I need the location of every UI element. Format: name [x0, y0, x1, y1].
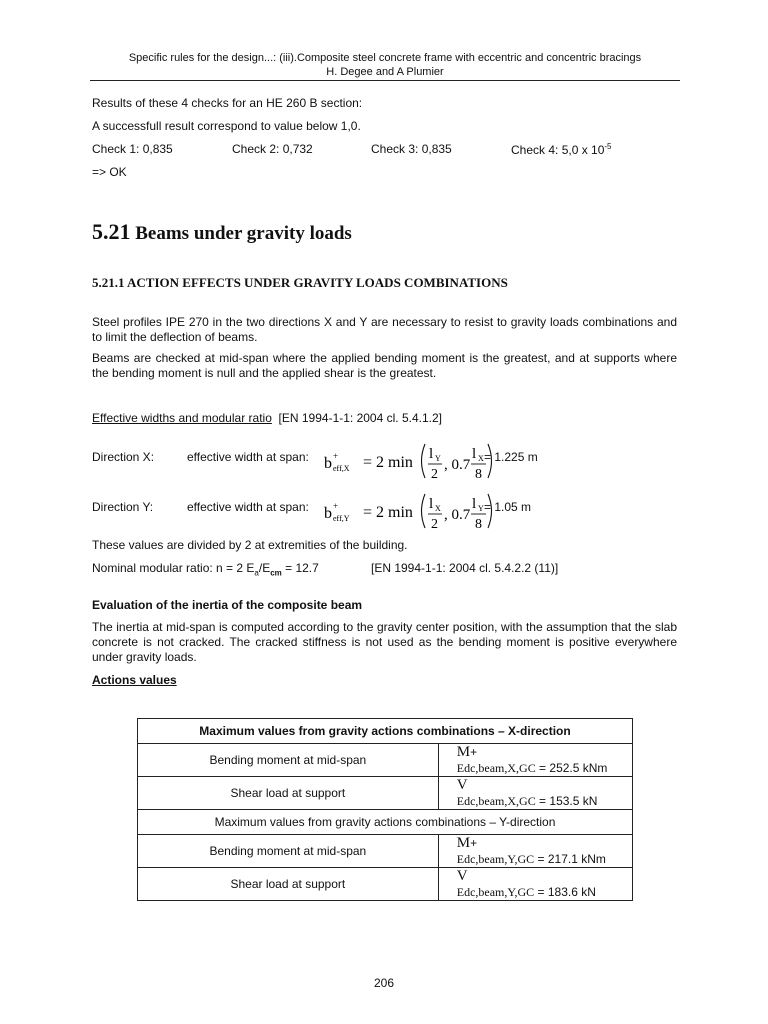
table-row	[138, 868, 633, 901]
symbol: M	[456, 744, 471, 760]
row-value-cell	[438, 777, 632, 810]
page-number: 206	[373, 976, 395, 990]
equation-row-y	[92, 486, 677, 536]
header-title: Specific rules for the design...: (iii).Composite steel concrete frame with eccentric and concentric bracings	[128, 52, 642, 64]
row-value-cell	[438, 835, 632, 868]
row-value: = 217.1 kNm	[534, 852, 606, 866]
table-row	[138, 744, 633, 777]
svg-text:l: l	[429, 446, 434, 462]
check-4-exponent: -5	[604, 142, 612, 151]
modular-sub-a: a	[254, 568, 259, 578]
symbol-sub: Edc,beam,X,GC	[456, 794, 536, 808]
modular-sub-cm: cm	[270, 568, 282, 578]
row-value: = 183.6 kN	[534, 885, 596, 899]
svg-text:+: +	[333, 501, 339, 511]
actions-values-heading: Actions values	[92, 673, 177, 687]
row-label: Bending moment at mid-span	[138, 744, 439, 777]
svg-text:Y: Y	[478, 504, 484, 513]
modular-ratio-suffix: = 12.7	[281, 561, 319, 575]
svg-text:X: X	[478, 454, 484, 463]
svg-text:+: +	[333, 451, 339, 461]
check-4	[511, 142, 612, 157]
section-number: 5.21	[92, 219, 131, 244]
svg-text:, 0.7: , 0.7	[444, 507, 471, 523]
row-value: = 153.5 kN	[535, 794, 598, 808]
table-row	[138, 777, 633, 810]
row-label: Shear load at support	[138, 777, 439, 810]
svg-text:Y: Y	[435, 454, 441, 463]
symbol-sub: Edc,beam,Y,GC	[456, 885, 535, 899]
svg-text:8: 8	[475, 467, 482, 482]
svg-text:= 2 min: = 2 min	[363, 454, 413, 471]
symbol-indices	[457, 794, 536, 808]
effective-widths-title: Effective widths and modular ratio	[92, 411, 272, 425]
paragraph-profiles: Steel profiles IPE 270 in the two directions X and Y are necessary to resist to gravity loads combinations and to limit the deflection of beams.	[92, 315, 677, 344]
symbol-sub: Edc,beam,X,GC	[456, 761, 536, 775]
effective-width-formula-x	[323, 436, 493, 486]
svg-text:2: 2	[431, 467, 438, 482]
symbol-sup: +	[470, 836, 478, 850]
svg-text:b: b	[324, 505, 332, 522]
svg-text:eff,X: eff,X	[333, 464, 350, 473]
header-authors: H. Degee and A Plumier	[326, 66, 444, 78]
modular-ratio-reference: [EN 1994-1-1: 2004 cl. 5.4.2.2 (11)]	[371, 561, 559, 575]
direction-x-result: = 1.225 m	[484, 450, 538, 464]
direction-x-description: effective width at span:	[187, 450, 309, 464]
row-value: = 252.5 kNm	[535, 761, 608, 775]
table-row	[138, 835, 633, 868]
symbol: V	[456, 777, 468, 793]
svg-text:l: l	[472, 446, 477, 462]
inertia-paragraph: The inertia at mid-span is computed according to the gravity center position, with the assumption that the slab concrete is not cracked. The cracked stiffness is not used as the bending moment is positive everywhere under gravity loads.	[92, 620, 677, 664]
modular-ratio-line	[92, 561, 677, 580]
svg-text:b: b	[324, 455, 332, 472]
symbol-sup: +	[470, 745, 478, 759]
svg-text:= 2 min: = 2 min	[363, 504, 413, 521]
symbol-indices	[457, 885, 534, 899]
direction-y-label: Direction Y:	[92, 500, 154, 514]
symbol-sub: Edc,beam,Y,GC	[456, 852, 535, 866]
svg-text:l: l	[429, 496, 434, 512]
paragraph-checks: Beams are checked at mid-span where the applied bending moment is the greatest, and at supports where the bending moment is null and the applied shear is the greatest.	[92, 351, 677, 380]
symbol: M	[456, 835, 471, 851]
svg-text:8: 8	[475, 517, 482, 532]
svg-text:2: 2	[431, 517, 438, 532]
modular-ratio-prefix: Nominal modular ratio: n = 2 E	[92, 561, 255, 575]
subsection-heading: 5.21.1 ACTION EFFECTS UNDER GRAVITY LOADS COMBINATIONS	[92, 275, 508, 290]
row-label: Shear load at support	[138, 868, 439, 901]
row-value-cell	[438, 744, 632, 777]
section-heading	[92, 220, 352, 246]
table-header-row-y	[138, 810, 633, 835]
modular-ratio-mid: /E	[258, 561, 271, 575]
svg-text:l: l	[472, 496, 477, 512]
table-header-y: Maximum values from gravity actions combinations – Y-direction	[138, 810, 633, 835]
actions-values-table	[137, 718, 633, 901]
check-2: Check 2: 0,732	[232, 142, 313, 156]
table-header-row-x	[138, 719, 633, 744]
direction-y-result: = 1.05 m	[484, 500, 532, 514]
checks-row	[92, 142, 677, 158]
equation-row-x	[92, 436, 677, 486]
svg-text:eff,Y: eff,Y	[333, 514, 350, 523]
check-1: Check 1: 0,835	[92, 142, 173, 156]
success-line: A successfull result correspond to value below 1,0.	[92, 119, 361, 133]
table-header-x: Maximum values from gravity actions combinations – X-direction	[138, 719, 633, 744]
check-3: Check 3: 0,835	[371, 142, 452, 156]
running-header	[90, 51, 680, 79]
inertia-heading: Evaluation of the inertia of the composite beam	[92, 598, 363, 612]
results-line: Results of these 4 checks for an HE 260 B section:	[92, 96, 363, 110]
check-4-label: Check 4: 5,0 x 10	[511, 143, 605, 157]
row-label: Bending moment at mid-span	[138, 835, 439, 868]
svg-text:X: X	[435, 504, 441, 513]
header-rule	[90, 80, 680, 81]
row-value-cell	[438, 868, 632, 901]
section-title: Beams under gravity loads	[135, 223, 352, 244]
effective-width-formula-y	[323, 486, 493, 536]
effective-widths-reference: [EN 1994-1-1: 2004 cl. 5.4.1.2]	[278, 411, 442, 425]
divided-note: These values are divided by 2 at extremities of the building.	[92, 538, 408, 552]
effective-widths-heading	[92, 411, 677, 426]
symbol: V	[456, 868, 468, 884]
direction-x-label: Direction X:	[92, 450, 155, 464]
svg-text:, 0.7: , 0.7	[444, 457, 471, 473]
direction-y-description: effective width at span:	[187, 500, 309, 514]
ok-line: => OK	[92, 165, 127, 179]
